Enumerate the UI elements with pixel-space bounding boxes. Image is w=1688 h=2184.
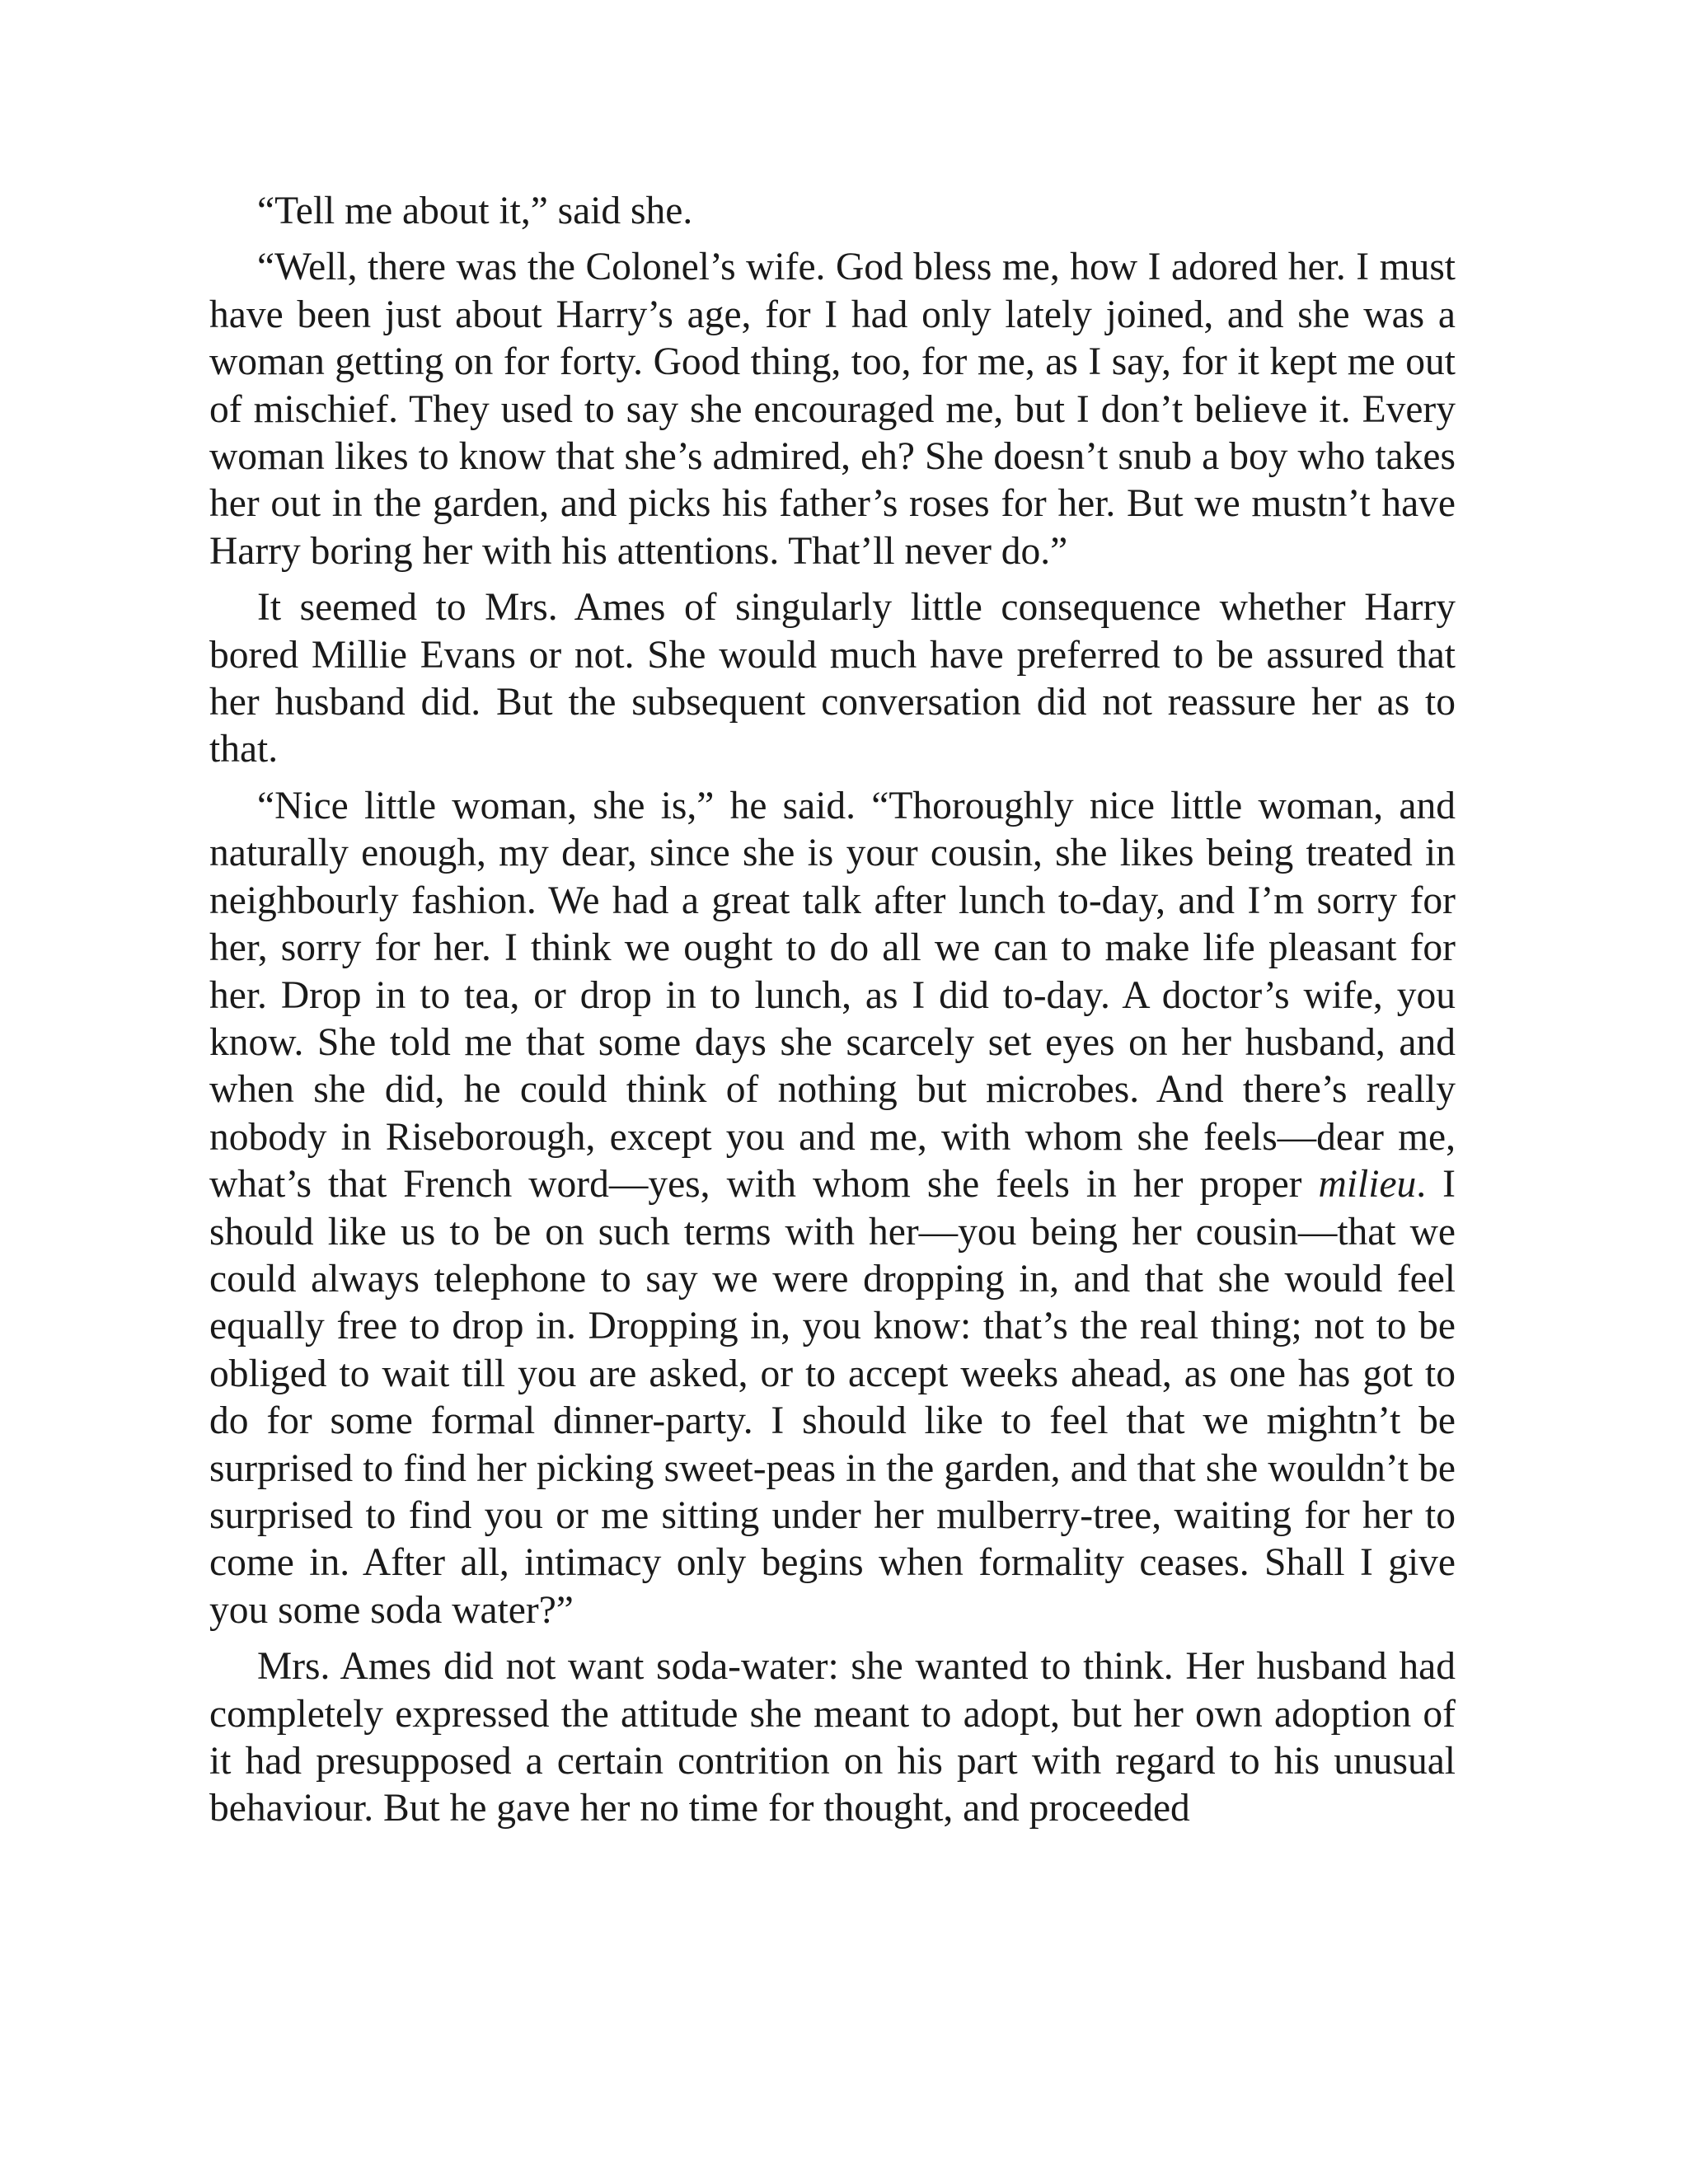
paragraph-3: It seemed to Mrs. Ames of singularly little consequence whether Harry bored Millie Evans or not. She would much have preferred to be assured that her husband did. But the subsequent conversation did not reassure her as to that.: [209, 586, 1456, 771]
paragraph-4-text-end: . I should like us to be on such terms with her—you being her cousin—that we could always telephone to say we were dropping in, and that she would feel equally free to drop in. Dropping in, you know: that’s the real thing; not to be obliged to wait till you are asked, or to accept weeks ahead, as one has got to do for some formal dinner-party. I should like to feel that we mightn’t be surprised to find her picking sweet-peas in the garden, and that she wouldn’t be surprised to find you or me sitting under her mulberry-tree, waiting for her to come in. After all, intimacy only begins when formality ceases. Shall I give you some soda water?”: [209, 1163, 1456, 1632]
paragraph-5: Mrs. Ames did not want soda-water: she wanted to think. Her husband had completely expressed the attitude she meant to adopt, but her own adoption of it had presupposed a certain contrition on his part with regard to his unusual behaviour. But he gave her no time for thought, and proceeded: [209, 1645, 1456, 1830]
paragraph-4: [209, 783, 1456, 1634]
italic-word: milieu: [1318, 1163, 1417, 1207]
paragraph-2: “Well, there was the Colonel’s wife. God bless me, how I adored her. I must have been just about Harry’s age, for I had only lately joined, and she was a woman getting on for forty. Good thing, too, for me, as I say, for it kept me out of mischief. They used to say she encouraged me, but I don’t believe it. Every woman likes to know that she’s admired, eh? She doesn’t snub a boy who takes her out in the garden, and picks his father’s roses for her. But we mustn’t have Harry boring her with his attentions. That’ll never do.”: [209, 246, 1456, 573]
paragraph-1: “Tell me about it,” said she.: [257, 190, 693, 232]
paragraph-4-text-start: “Nice little woman, she is,” he said. “Thoroughly nice little woman, and naturally enough, my dear, since she is your cousin, she likes being treated in neighbourly fashion. We had a great talk after lunch to-day, and I’m sorry for her, sorry for her. I think we ought to do all we can to make life pleasant for her. Drop in to tea, or drop in to lunch, as I did to-day. A doctor’s wife, you know. She told me that some days she scarcely set eyes on her husband, and when she did, he could think of nothing but microbes. And there’s really nobody in Riseborough, except you and me, with whom she feels—dear me, what’s that French word—yes, with whom she feels in her proper: [209, 784, 1456, 1207]
page-body: [209, 188, 1456, 1842]
